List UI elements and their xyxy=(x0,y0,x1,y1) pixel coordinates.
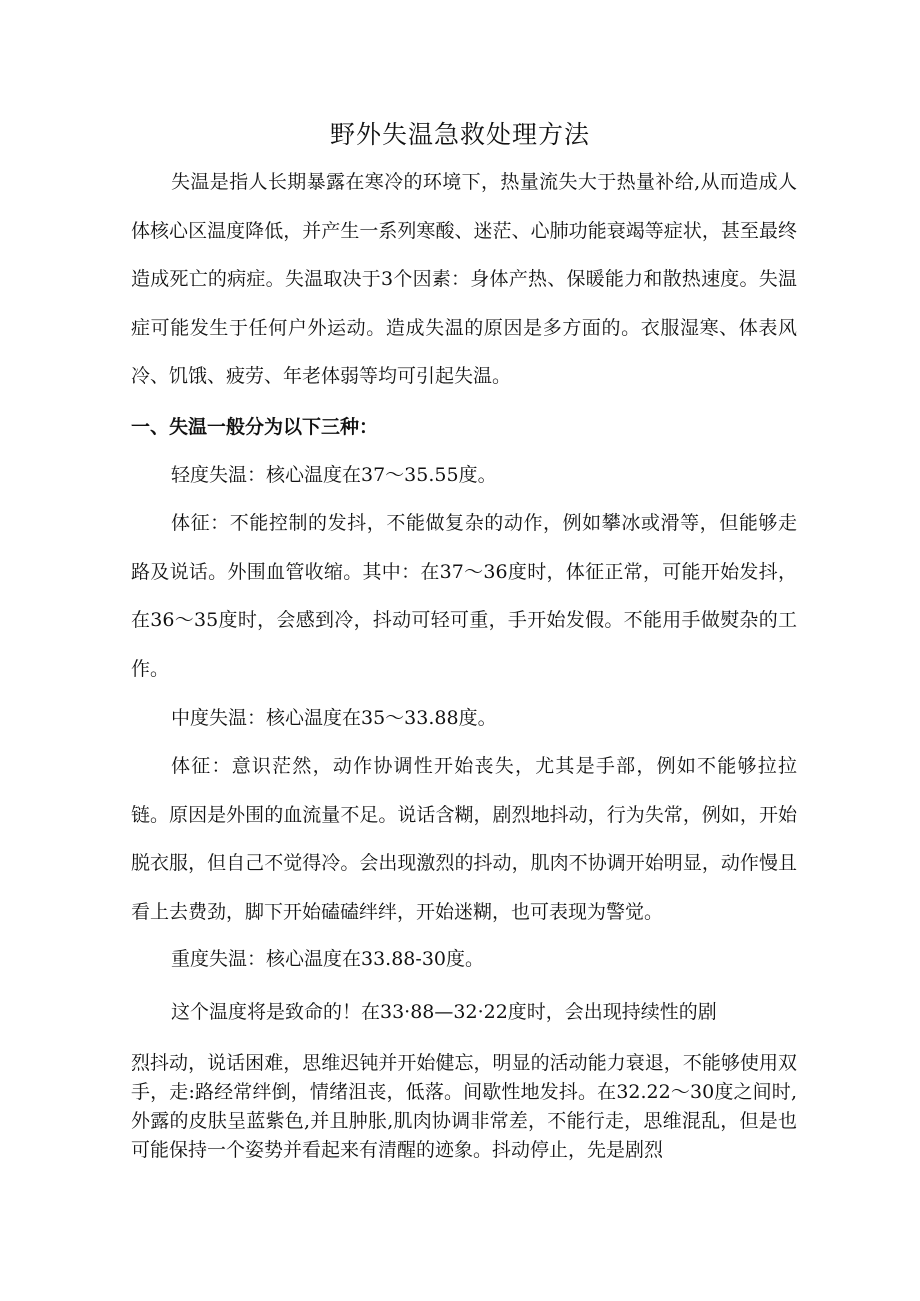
severe-hypothermia-label: 重度失温：核心温度在33.88-30度。 xyxy=(171,948,484,970)
moderate-hypothermia-signs: 体征：意识茫然，动作协调性开始丧失，尤其是手部，例如不能够拉拉链。原因是外围的血流量不足。说话含糊，剧烈地抖动，行为失常，例如，开始脱衣服，但自己不觉得冷。会出现激烈的抖动，肌肉不协调开始明显，动作慢且看上去费劲，脚下开始磕磕绊绊，开始迷糊，也可表现为警觉。 xyxy=(131,755,797,923)
moderate-hypothermia-label: 中度失温：核心温度在35～33.88度。 xyxy=(171,707,497,729)
intro-paragraph: 失温是指人长期暴露在寒冷的环境下，热量流失大于热量补给,从而造成人体核心区温度降低，并产生一系列寒酸、迷茫、心肺功能衰竭等症状，甚至最终造成死亡的病症。失温取决于3个因素：身体产热、保暖能力和散热速度。失温症可能发生于任何户外运动。造成失温的原因是多方面的。衣服湿寒、体表风冷、饥饿、疲劳、年老体弱等均可引起失温。 xyxy=(131,171,797,387)
section-heading: 一、失温一般分为以下三种： xyxy=(131,416,379,438)
mild-hypothermia-signs: 体征：不能控制的发抖，不能做复杂的动作，例如攀冰或滑等，但能够走路及说话。外围血管收缩。其中：在37～36度时，体征正常，可能开始发抖，在36～35度时，会感到冷，抖动可轻可重，手开始发假。不能用手做熨杂的工作。 xyxy=(131,512,797,680)
severe-hypothermia-signs-continued: 烈抖动，说话困难，思维迟钝并开始健忘，明显的活动能力衰退，不能够使用双手，走:路经常绊倒，情绪沮丧，低落。间歇性地发抖。在32.22～30度之间时,外露的皮肤呈蓝紫色,并且肿胀,肌肉协调非常差，不能行走，思维混乱，但是也可能保持一个姿势并看起来有清醒的迹象。抖动停止，先是剧烈 xyxy=(131,1052,797,1161)
severe-hypothermia-signs-line1: 这个温度将是致命的！在33·88—32·22度时，会出现持续性的剧 xyxy=(171,1001,717,1023)
document-title: 野外失温急救处理方法 xyxy=(329,120,590,149)
mild-hypothermia-label: 轻度失温：核心温度在37～35.55度。 xyxy=(171,464,497,486)
